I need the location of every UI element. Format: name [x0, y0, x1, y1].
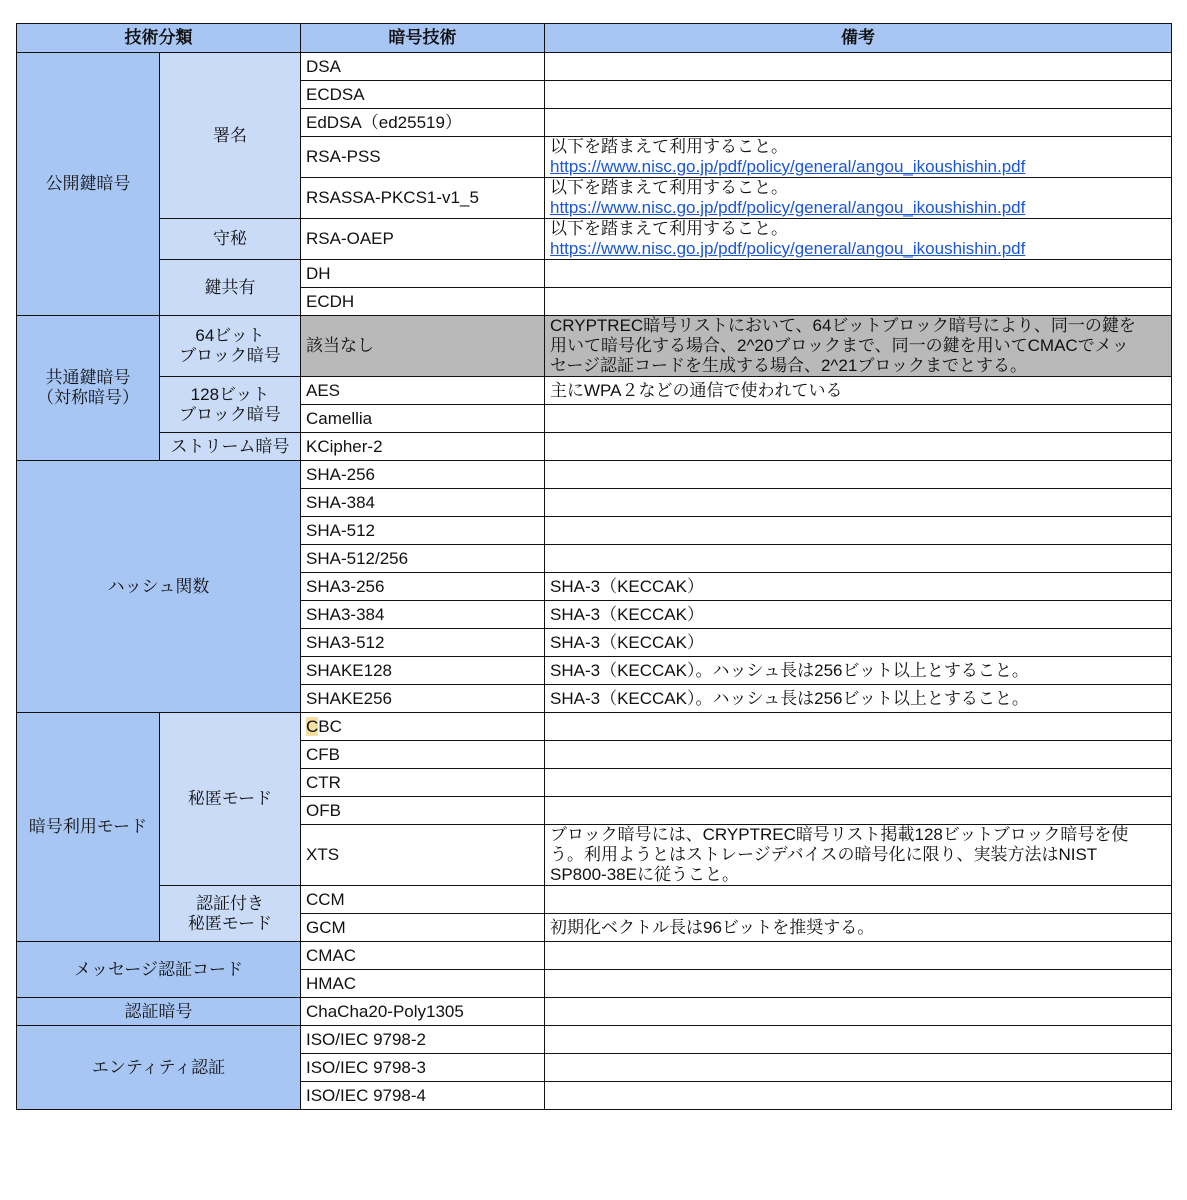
note-text: 以下を踏まえて利用すること。 [550, 137, 788, 156]
subcategory-label: ブロック暗号 [179, 404, 281, 424]
algorithm-cell[interactable]: SHA-512 [301, 517, 545, 545]
guideline-link[interactable]: https://www.nisc.go.jp/pdf/policy/general/angou_ikoushishin.pdf [550, 239, 1026, 258]
table-row [17, 316, 1172, 377]
subcategory-label: 認証付き [196, 893, 264, 913]
note-cell[interactable] [545, 260, 1172, 288]
algorithm-cell[interactable]: SHAKE256 [301, 685, 545, 713]
cell-cursor: C [306, 716, 319, 736]
subcategory-label: ブロック暗号 [179, 346, 281, 365]
table-row [17, 886, 1172, 914]
algorithm-cell[interactable]: ChaCha20-Poly1305 [301, 998, 545, 1026]
note-cell[interactable] [545, 517, 1172, 545]
note-cell[interactable] [545, 288, 1172, 316]
header-algorithm[interactable]: 暗号技術 [301, 24, 545, 53]
note-cell[interactable] [545, 316, 1172, 377]
algorithm-cell[interactable]: RSA-PSS [301, 137, 545, 178]
note-cell[interactable] [545, 1026, 1172, 1054]
algorithm-cell[interactable]: ECDSA [301, 81, 545, 109]
category-modes[interactable]: 暗号利用モード [17, 713, 160, 942]
algorithm-cell[interactable]: SHA3-384 [301, 601, 545, 629]
algorithm-cell[interactable]: ISO/IEC 9798-4 [301, 1082, 545, 1110]
note-cell[interactable]: SHA-3（KECCAK） [545, 601, 1172, 629]
algorithm-cell[interactable]: RSASSA-PKCS1-v1_5 [301, 178, 545, 219]
guideline-link[interactable]: https://www.nisc.go.jp/pdf/policy/general/angou_ikoushishin.pdf [550, 157, 1026, 176]
subcategory-label: 128ビット [190, 384, 270, 404]
note-cell[interactable] [545, 489, 1172, 517]
header-row [17, 24, 1172, 53]
algorithm-cell[interactable]: DSA [301, 53, 545, 81]
subcategory-label: 64ビット [195, 326, 265, 345]
algorithm-cell[interactable]: SHAKE128 [301, 657, 545, 685]
table-row [17, 461, 1172, 489]
table-row [17, 260, 1172, 288]
table-row [17, 433, 1172, 461]
note-cell[interactable]: SHA-3（KECCAK）。ハッシュ長は256ビット以上とすること。 [545, 657, 1172, 685]
note-cell[interactable] [545, 405, 1172, 433]
subcategory-confidential-mode[interactable]: 秘匿モード [160, 713, 301, 886]
note-cell[interactable] [545, 713, 1172, 741]
category-mac[interactable]: メッセージ認証コード [17, 942, 301, 998]
note-cell[interactable] [545, 81, 1172, 109]
note-cell[interactable] [545, 769, 1172, 797]
algorithm-cell[interactable]: CMAC [301, 942, 545, 970]
note-text: セージ認証コードを生成する場合、2^21ブロックまでとする。 [550, 356, 1027, 375]
subcategory-auth-mode[interactable] [160, 886, 301, 942]
algorithm-cell[interactable]: SHA3-256 [301, 573, 545, 601]
note-cell[interactable] [545, 886, 1172, 914]
subcategory-signature[interactable]: 署名 [160, 53, 301, 219]
note-text: う。利用ようとはストレージデバイスの暗号化に限り、実装方法はNIST [550, 845, 1098, 864]
crypto-table [16, 23, 1172, 1110]
algorithm-cell[interactable]: OFB [301, 797, 545, 825]
note-text: SP800-38Eに従うこと。 [550, 865, 739, 884]
category-label: （対称暗号） [37, 388, 139, 407]
note-cell[interactable] [545, 219, 1172, 260]
algorithm-cell[interactable]: SHA-512/256 [301, 545, 545, 573]
note-cell[interactable]: SHA-3（KECCAK）。ハッシュ長は256ビット以上とすること。 [545, 685, 1172, 713]
note-cell[interactable] [545, 998, 1172, 1026]
algorithm-text: BC [318, 716, 342, 736]
note-text: 以下を踏まえて利用すること。 [550, 178, 788, 197]
note-cell[interactable] [545, 1054, 1172, 1082]
note-cell[interactable] [545, 1082, 1172, 1110]
algorithm-cell[interactable]: CCM [301, 886, 545, 914]
note-cell[interactable]: SHA-3（KECCAK） [545, 573, 1172, 601]
note-cell[interactable]: 初期化ベクトル長は96ビットを推奨する。 [545, 914, 1172, 942]
algorithm-cell[interactable]: SHA-256 [301, 461, 545, 489]
note-cell[interactable] [545, 178, 1172, 219]
table-row [17, 998, 1172, 1026]
table-row [17, 219, 1172, 260]
algorithm-cell[interactable]: RSA-OAEP [301, 219, 545, 260]
note-cell[interactable] [545, 109, 1172, 137]
algorithm-cell[interactable]: CTR [301, 769, 545, 797]
note-cell[interactable] [545, 137, 1172, 178]
algorithm-cell[interactable]: EdDSA（ed25519） [301, 109, 545, 137]
category-label: 共通鍵暗号 [45, 368, 131, 387]
note-cell[interactable] [545, 461, 1172, 489]
algorithm-cell[interactable]: XTS [301, 825, 545, 886]
table-row [17, 53, 1172, 81]
algorithm-cell[interactable]: ECDH [301, 288, 545, 316]
note-cell[interactable] [545, 797, 1172, 825]
note-text: ブロック暗号には、CRYPTREC暗号リスト掲載128ビットブロック暗号を使 [550, 825, 1129, 844]
note-text: CRYPTREC暗号リストにおいて、64ビットブロック暗号により、同一の鍵を [550, 316, 1136, 335]
algorithm-cell[interactable]: HMAC [301, 970, 545, 998]
algorithm-cell[interactable]: SHA3-512 [301, 629, 545, 657]
algorithm-cell[interactable]: AES [301, 377, 545, 405]
note-text: 用いて暗号化する場合、2^20ブロックまで、同一の鍵を用いてCMACでメッ [550, 336, 1129, 355]
subcategory-label: 秘匿モード [187, 913, 273, 933]
note-cell[interactable] [545, 942, 1172, 970]
guideline-link[interactable]: https://www.nisc.go.jp/pdf/policy/general/angou_ikoushishin.pdf [550, 198, 1026, 217]
note-cell[interactable]: 主にWPA２などの通信で使われている [545, 377, 1172, 405]
note-cell[interactable] [545, 970, 1172, 998]
note-text: 以下を踏まえて利用すること。 [550, 219, 788, 238]
note-cell[interactable] [545, 53, 1172, 81]
note-cell[interactable]: SHA-3（KECCAK） [545, 629, 1172, 657]
algorithm-cell[interactable] [301, 713, 545, 741]
header-category[interactable]: 技術分類 [17, 24, 301, 53]
note-cell[interactable] [545, 825, 1172, 886]
subcategory-stream[interactable]: ストリーム暗号 [160, 433, 301, 461]
algorithm-cell[interactable]: 該当なし [301, 316, 545, 377]
table-row [17, 942, 1172, 970]
note-cell[interactable] [545, 545, 1172, 573]
algorithm-cell[interactable]: Camellia [301, 405, 545, 433]
algorithm-cell[interactable]: ISO/IEC 9798-3 [301, 1054, 545, 1082]
note-cell[interactable] [545, 741, 1172, 769]
algorithm-cell[interactable]: KCipher-2 [301, 433, 545, 461]
category-entity-auth[interactable]: エンティティ認証 [17, 1026, 301, 1110]
algorithm-cell[interactable]: CFB [301, 741, 545, 769]
algorithm-cell[interactable]: DH [301, 260, 545, 288]
table-row [17, 1026, 1172, 1054]
subcategory-block128[interactable] [160, 377, 301, 433]
subcategory-confidentiality[interactable]: 守秘 [160, 219, 301, 260]
category-aead[interactable]: 認証暗号 [17, 998, 301, 1026]
table-row [17, 377, 1172, 405]
header-notes[interactable]: 備考 [545, 24, 1172, 53]
algorithm-cell[interactable]: GCM [301, 914, 545, 942]
algorithm-cell[interactable]: SHA-384 [301, 489, 545, 517]
category-public-key[interactable]: 公開鍵暗号 [17, 53, 160, 316]
table-row [17, 713, 1172, 741]
category-symmetric[interactable] [17, 316, 160, 461]
note-cell[interactable] [545, 433, 1172, 461]
subcategory-block64[interactable] [160, 316, 301, 377]
algorithm-cell[interactable]: ISO/IEC 9798-2 [301, 1026, 545, 1054]
category-hash[interactable]: ハッシュ関数 [17, 461, 301, 713]
subcategory-key-sharing[interactable]: 鍵共有 [160, 260, 301, 316]
